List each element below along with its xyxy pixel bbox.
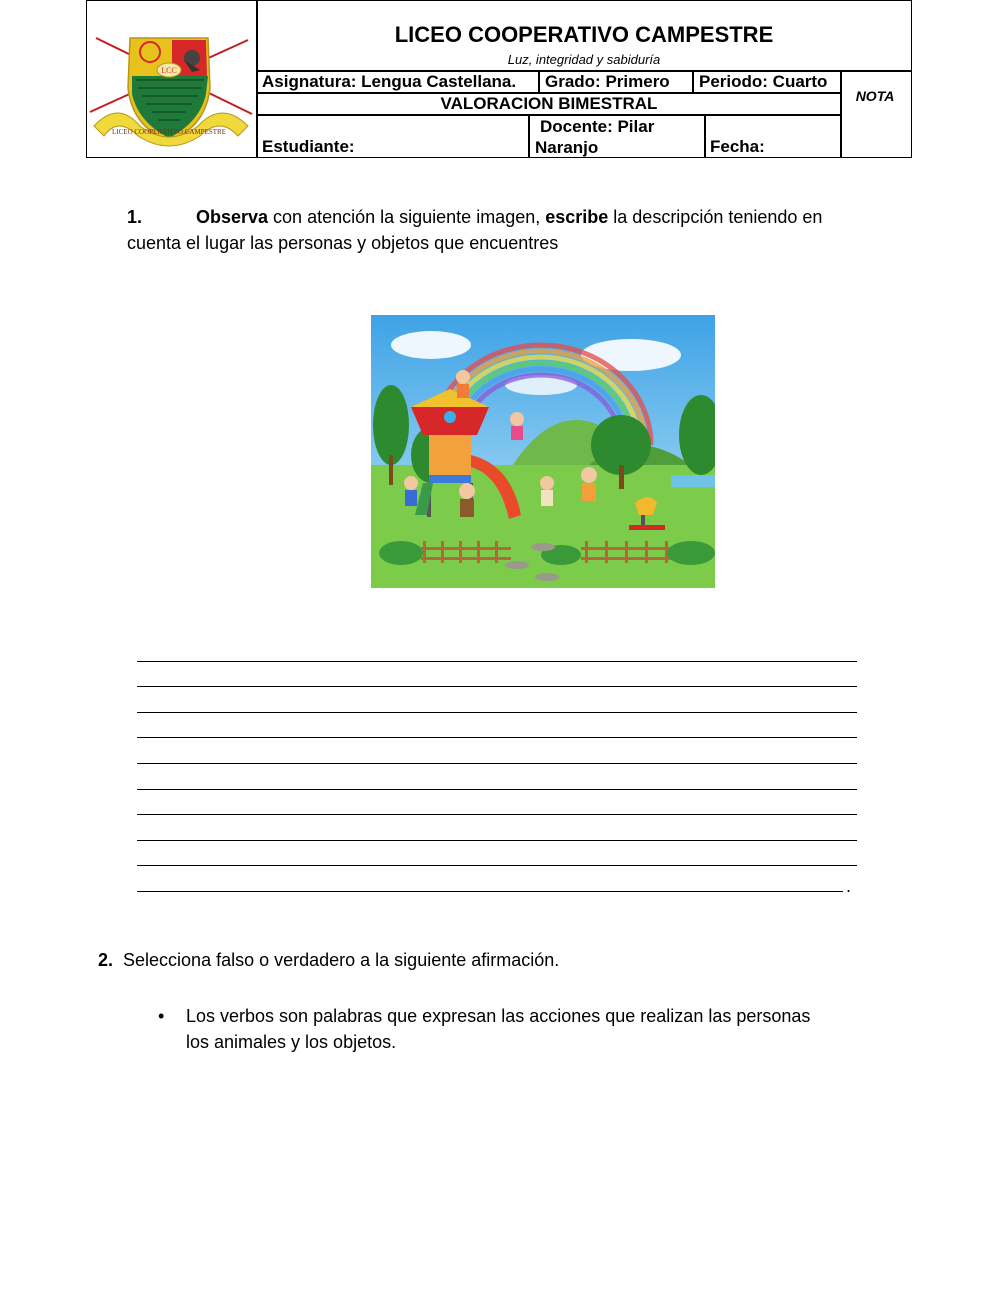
question-1-text-part1: con atención la siguiente imagen, [268,207,546,227]
answer-line[interactable] [137,636,857,662]
answer-line[interactable] [137,662,857,688]
answer-line[interactable] [137,738,857,764]
question-1-text-part2: la descripción teniendo en cuenta el lugar las personas y objetos que encuentres [127,207,823,253]
date-field[interactable]: Fecha: [710,137,765,156]
school-name: LICEO COOPERATIVO CAMPESTRE [394,22,774,47]
playground-illustration [371,315,715,588]
answer-line[interactable] [137,713,857,739]
answer-line[interactable] [137,841,857,867]
answer-line[interactable] [137,687,857,713]
evaluation-title: VALORACION BIMESTRAL [440,94,658,113]
col-divider-grade [692,70,694,93]
subject-label: Asignatura: Lengua Castellana. [262,72,517,91]
answer-lines[interactable] [137,636,857,892]
question-1 [127,204,867,256]
answer-line[interactable] [137,815,857,841]
grade-label: Grado: Primero [545,72,670,91]
question-1-keyword-observa: Observa [196,207,269,227]
col-divider-nota [840,70,842,158]
question-2 [98,950,559,971]
answer-line-last[interactable] [137,866,843,892]
col-divider-subject [538,70,540,93]
school-motto: Luz, integridad y sabiduría [507,52,661,67]
question-2-text: Selecciona falso o verdadero a la siguiente afirmación. [123,950,560,970]
question-1-keyword-escribe: escribe [545,207,609,227]
period-label: Periodo: Cuarto [699,72,828,91]
answer-line[interactable] [137,764,857,790]
logo-banner-text: LICEO COOPERATIVO CAMPESTRE [112,128,226,136]
answer-line[interactable] [137,790,857,816]
statement-text: Los verbos son palabras que expresan las acciones que realizan las personas los animales y los objetos. [186,1006,811,1052]
school-logo [88,30,254,152]
question-2-number: 2. [98,950,114,970]
col-divider-teacher [704,114,706,158]
nota-label: NOTA [855,88,895,104]
playground-scene-icon [371,315,715,588]
question-1-number: 1. [127,207,143,227]
logo-shield-icon [88,30,254,152]
teacher-label: Docente: Pilar Naranjo [535,117,655,157]
bullet-icon: • [158,1006,165,1026]
student-field[interactable]: Estudiante: [262,137,355,156]
logo-initials: LCC [161,66,177,75]
col-divider-student [528,114,530,158]
